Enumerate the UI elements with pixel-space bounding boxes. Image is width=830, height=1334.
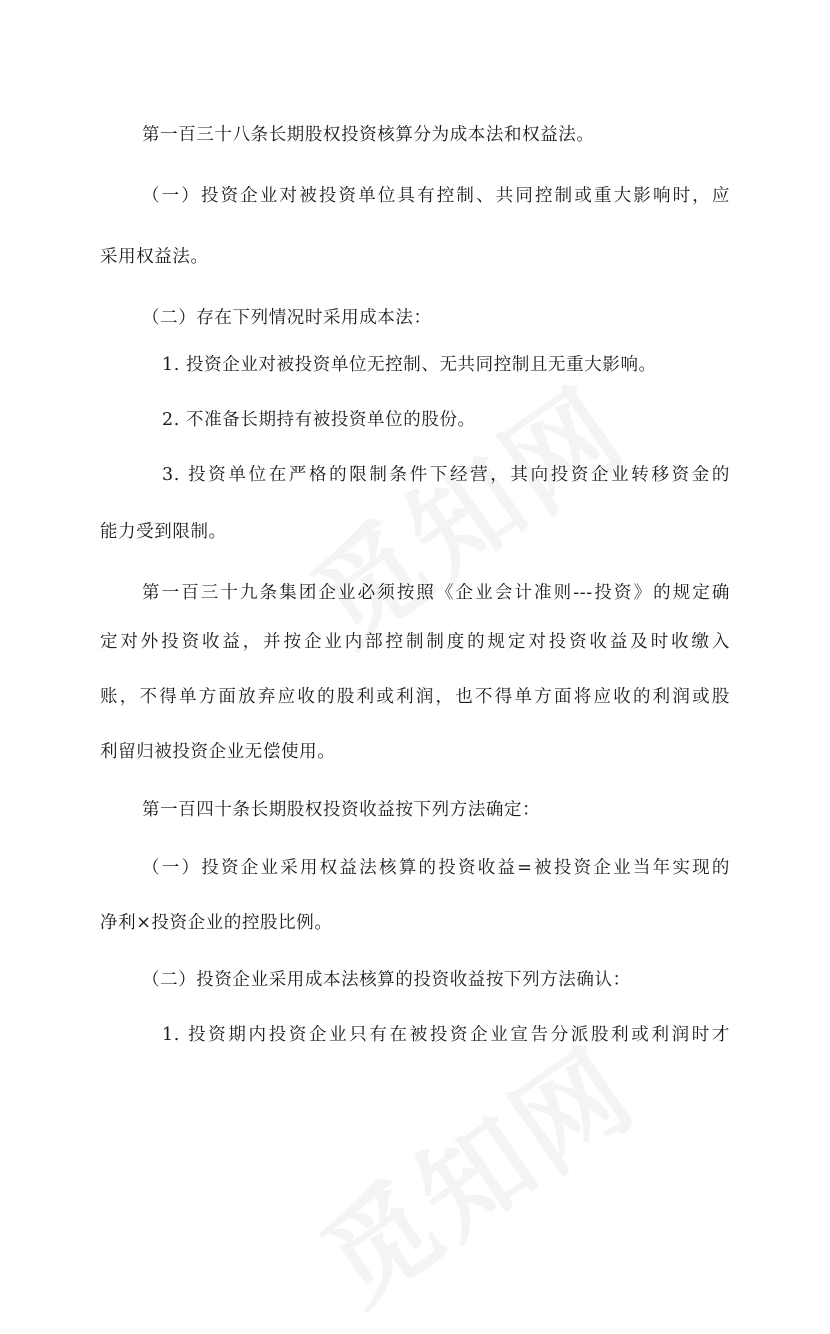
watermark [276, 344, 652, 673]
paragraph-line: 利留归被投资企业无偿使用。 [100, 742, 336, 762]
paragraph-line: 第一百三十九条集团企业必须按照《企业会计准则---投资》的规定确 [142, 583, 730, 603]
paragraph-line: 账，不得单方面放弃应收的股利或利润，也不得单方面将应收的利润或股 [100, 687, 730, 707]
paragraph-line: （二）存在下列情况时采用成本法： [142, 308, 432, 328]
paragraph-line: 能力受到限制。 [100, 522, 227, 542]
watermark [286, 1004, 662, 1333]
paragraph-line: 净利×投资企业的控股比例。 [100, 913, 333, 933]
paragraph-line: 第一百四十条长期股权投资收益按下列方法确定： [142, 800, 541, 820]
paragraph-line: 2. 不准备长期持有被投资单位的股份。 [162, 410, 476, 430]
paragraph-line: 3. 投资单位在严格的限制条件下经营，其向投资企业转移资金的 [162, 465, 730, 485]
paragraph-line: 第一百三十八条长期股权投资核算分为成本法和权益法。 [142, 125, 595, 145]
paragraph-line: 1. 投资期内投资企业只有在被投资企业宣告分派股利或利润时才 [162, 1025, 730, 1045]
paragraph-line: 1. 投资企业对被投资单位无控制、无共同控制且无重大影响。 [162, 355, 657, 375]
paragraph-line: （二）投资企业采用成本法核算的投资收益按下列方法确认： [142, 970, 631, 990]
paragraph-line: （一）投资企业对被投资单位具有控制、共同控制或重大影响时，应 [142, 186, 730, 206]
paragraph-line: （一）投资企业采用权益法核算的投资收益=被投资企业当年实现的 [142, 858, 730, 878]
paragraph-line: 采用权益法。 [100, 247, 209, 267]
paragraph-line: 定对外投资收益，并按企业内部控制制度的规定对投资收益及时收缴入 [100, 632, 730, 652]
